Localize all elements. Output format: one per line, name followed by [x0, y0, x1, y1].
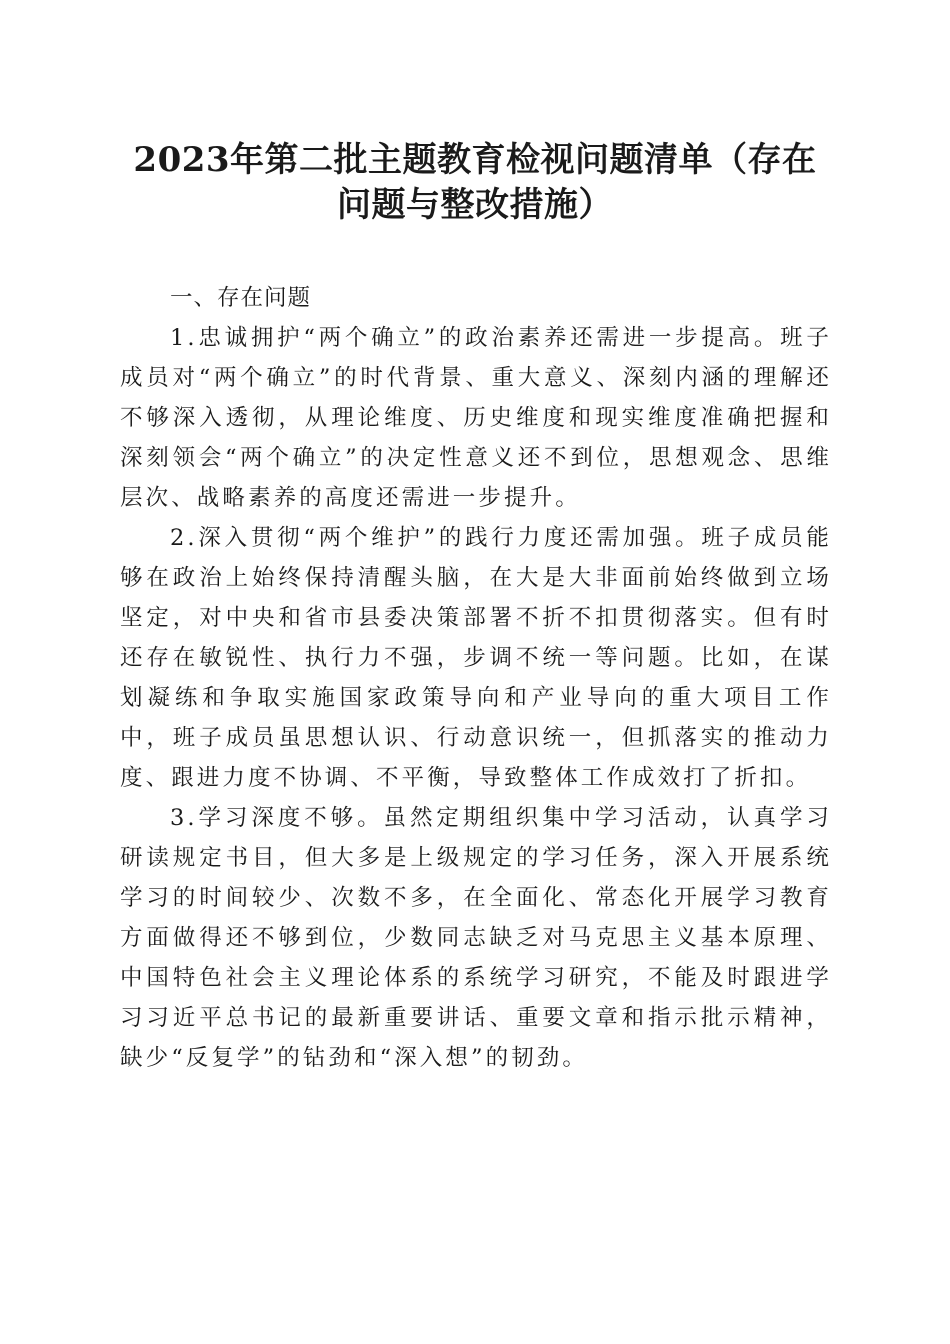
paragraph-1: 1.忠诚拥护“两个确立”的政治素养还需进一步提高。班子成员对“两个确立”的时代背景、重大意义、深刻内涵的理解还不够深入透彻，从理论维度、历史维度和现实维度准确把握和深刻领会“两个确立”的决定性意义还不到位，思想观念、思维层次、战略素养的高度还需进一步提升。: [120, 325, 832, 511]
section-heading: 一、存在问题: [170, 285, 312, 311]
title-line-1: 2023年第二批主题教育检视问题清单（存在: [133, 140, 817, 180]
title-line-2: 问题与整改措施）: [337, 185, 613, 225]
document-body: [120, 278, 832, 1078]
paragraph-3: 3.学习深度不够。虽然定期组织集中学习活动，认真学习研读规定书目，但大多是上级规定的学习任务，深入开展系统学习的时间较少、次数不多，在全面化、常态化开展学习教育方面做得还不够到位，少数同志缺乏对马克思主义基本原理、中国特色社会主义理论体系的系统学习研究，不能及时跟进学习习近平总书记的最新重要讲话、重要文章和指示批示精神，缺少“反复学”的钻劲和“深入想”的韧劲。: [120, 805, 832, 1071]
document-title: [100, 138, 850, 228]
paragraph-2: 2.深入贯彻“两个维护”的践行力度还需加强。班子成员能够在政治上始终保持清醒头脑，在大是大非面前始终做到立场坚定，对中央和省市县委决策部署不折不扣贯彻落实。但有时还存在敏锐性、执行力不强，步调不统一等问题。比如，在谋划凝练和争取实施国家政策导向和产业导向的重大项目工作中，班子成员虽思想认识、行动意识统一，但抓落实的推动力度、跟进力度不协调、不平衡，导致整体工作成效打了折扣。: [120, 525, 832, 791]
